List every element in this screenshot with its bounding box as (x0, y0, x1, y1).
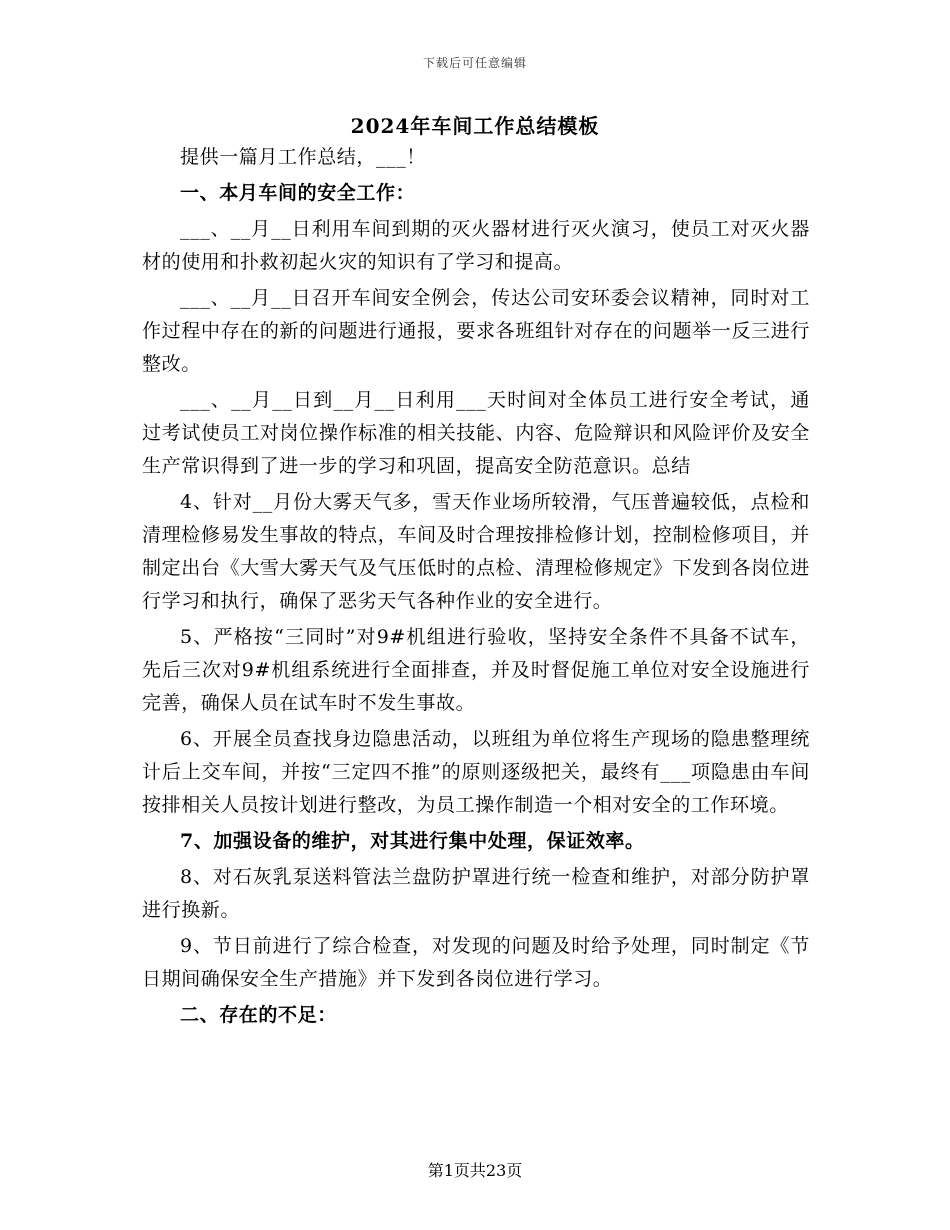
paragraph: 4、针对__月份大雾天气多，雪天作业场所较滑，气压普遍较低，点检和清理检修易发生事故的特点，车间及时合理按排检修计划，控制检修项目，并制定出台《大雪大雾天气及气压低时的点检、清理检修规定》下发到各岗位进行学习和执行，确保了恶劣天气各种作业的安全进行。 (142, 491, 810, 612)
paragraph: 6、开展全员查找身边隐患活动，以班组为单位将生产现场的隐患整理统计后上交车间，并按“三定四不推”的原则逐级把关，最终有___项隐患由车间按排相关人员按计划进行整改，为员工操作制造一个相对安全的工作环境。 (142, 728, 810, 816)
section-heading: 一、本月车间的安全工作： (180, 182, 416, 204)
page-number: 第1页共23页 (427, 1161, 523, 1180)
paragraph: ___、__月__日召开车间安全例会，传达公司安环委会议精神，同时对工作过程中存在的新的问题进行通报，要求各班组针对存在的问题举一反三进行整改。 (142, 287, 810, 375)
paragraph: 8、对石灰乳泵送料管法兰盘防护罩进行统一检查和维护，对部分防护罩进行换新。 (142, 866, 810, 921)
paragraph: ___、__月__日到__月__日利用___天时间对全体员工进行安全考试，通过考试使员工对岗位操作标准的相关技能、内容、危险辩识和风险评价及安全生产常识得到了进一步的学习和巩固，提高安全防范意识。总结 (142, 389, 810, 477)
header-note: 下载后可任意编辑 (422, 56, 527, 70)
paragraph: 提供一篇月工作总结，___！ (180, 146, 426, 168)
section-heading: 二、存在的不足： (180, 1004, 337, 1026)
paragraph: 9、节日前进行了综合检查，对发现的问题及时给予处理，同时制定《节日期间确保安全生产措施》并下发到各岗位进行学习。 (142, 935, 810, 990)
paragraph: ___、__月__日利用车间到期的灭火器材进行灭火演习，使员工对灭火器材的使用和扑救初起火灾的知识有了学习和提高。 (142, 218, 810, 273)
document-title: 2024年车间工作总结模板 (350, 114, 600, 138)
paragraph: 5、严格按“三同时”对9#机组进行验收，坚持安全条件不具备不试车，先后三次对9#机组系统进行全面排查，并及时督促施工单位对安全设施进行完善，确保人员在试车时不发生事故。 (142, 626, 810, 714)
document-body (142, 141, 810, 1035)
bold-paragraph: 7、加强设备的维护，对其进行集中处理，保证效率。 (180, 830, 645, 852)
